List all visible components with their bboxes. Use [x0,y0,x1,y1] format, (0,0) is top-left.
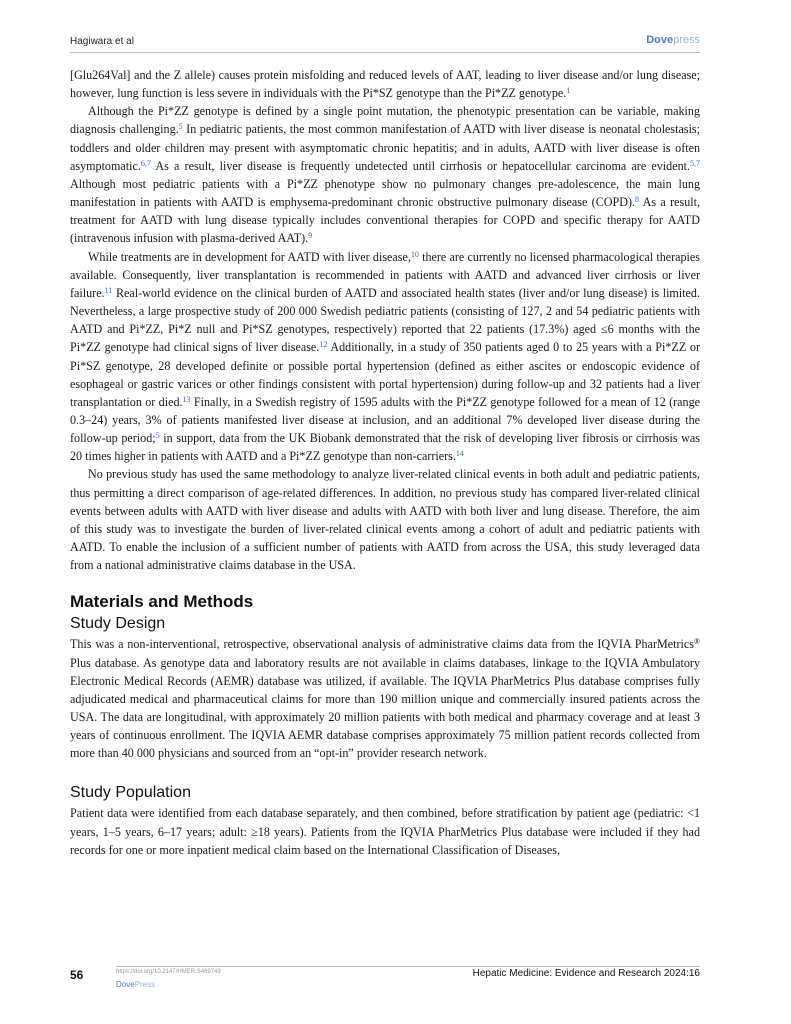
running-header-author: Hagiwara et al [70,36,134,47]
citation-ref[interactable]: 5,7 [690,158,700,168]
publisher-logo[interactable] [646,34,700,46]
paragraph-1 [70,66,700,102]
paragraph-2 [70,102,700,247]
citation-ref[interactable]: 11 [104,285,113,295]
text-run: Plus database. As genotype data and laboratory results are not available in claims databases, linkage to the IQVIA Ambulatory Electronic Medical Records (AEMR) database was utilized, if available. The IQVIA PharMetrics Plus database comprises fully adjudicated medical and pharmaceutical claims for more than 190 million unique and commercially insured patients across the USA. The data are longitudinal, with approximately 20 million patients with both medical and pharmacy coverage and at least 3 years of continuous enrollment. The IQVIA AEMR database comprises approximately 75 million patient records collected from more than 40 000 physicians and sourced from an “opt-in” provider research network. [70,655,700,761]
doi-link[interactable]: https://doi.org/10.2147/HMER.S469749 [116,969,221,975]
citation-ref[interactable]: 6,7 [140,158,151,168]
text-run: This was a non-interventional, retrospective, observational analysis of administrative claims data from the IQVIA PharMetrics [70,637,694,652]
citation-ref[interactable]: 13 [182,394,191,404]
citation-ref[interactable]: 9 [308,231,313,241]
section-heading-methods: Materials and Methods [70,592,254,612]
citation-ref[interactable]: 14 [455,449,464,459]
footer-brand-bold: Dove [116,980,135,989]
text-run: there are currently no licensed pharmacological therapies available. Consequently, liver transplantation is recommended in patients with AATD and advanced liver cirrhosis or liver failure. [70,249,700,300]
text-run: While treatments are in development for AATD with liver disease, [88,249,411,264]
citation-ref[interactable]: 8 [635,195,640,205]
citation-ref[interactable]: 5 [155,431,160,441]
journal-citation: Hepatic Medicine: Evidence and Research 2024:16 [472,968,700,979]
subsection-heading-study-population: Study Population [70,784,191,802]
paragraph-6: Patient data were identified from each database separately, and then combined, before stratification by patient age (pediatric: <1 years, 1–5 years, 6–17 years; adult: ≥18 years). Patients from the IQVIA PharMetrics Plus database were included if they had records for one or more inpatient medical claim based on the International Classification of Diseases, [70,806,700,857]
footer-divider [116,966,700,967]
header-divider [70,52,700,53]
page-number: 56 [70,968,84,982]
article-body [70,66,700,859]
text-run: Although the Pi*ZZ genotype is defined by a single point mutation, the phenotypic presentation can be variable, making diagnosis challenging. [70,104,700,137]
footer-brand-light: Press [134,980,156,989]
text-run: Additionally, in a study of 350 patients aged 0 to 25 years with a Pi*ZZ or Pi*SZ genotype, 28 developed definite or possible portal hypertension (defined as either ascites or endoscopic evidence of esophageal or gastric varices or other findings consistent with portal hypertension) during follow-up and 32 patients had a liver transplantation or died. [70,340,700,409]
text-run: As a result, liver disease is frequently undetected until cirrhosis or hepatocellular carcinoma are evident. [150,158,690,173]
text-run: Finally, in a Swedish registry of 1595 adults with the Pi*ZZ genotype followed for a mean of 12 (range 0.3–24) years, 3% of patients manifested liver disease at inclusion, and an additional 7% developed liver disease during the follow-up period; [70,394,700,446]
footer-publisher-link[interactable] [116,980,155,989]
text-run: Real-world evidence on the clinical burden of AATD and associated health states (liver and/or lung disease) is limited. Nevertheless, a large prospective study of 200 000 Swedish pediatric patients (consisting of 127, 2 and 54 pediatric patients with AATD and Pi*ZZ, Pi*Z null and Pi*SZ genotypes, respectively) reported that 22 patients (17.3%) aged ≤6 months with the Pi*ZZ genotype had clinical signs of liver disease. [70,285,700,355]
citation-ref[interactable]: 10 [410,249,419,259]
registered-mark: ® [693,637,700,647]
citation-ref[interactable]: 5 [178,122,183,132]
text-run: Although most pediatric patients with a Pi*ZZ phenotype show no pulmonary changes pre-adolescence, the main lung manifestation in patients with AATD is emphysema-predominant chronic obstructive pulmonary disease (COPD). [70,176,700,210]
paragraph-4: No previous study has used the same methodology to analyze liver-related clinical events in both adult and pediatric patients, thus permitting a direct comparison of age-related differences. In addition, no previous study has compared liver-related clinical events between adults with AATD with liver disease and adults with AATD with both liver and lung disease. Therefore, the aim of this study was to investigate the burden of liver-related clinical events among a cohort of adult and pediatric patients with AATD. To enable the inclusion of a sufficient number of patients with AATD from across the USA, this study leveraged data from a national administrative claims database in the USA. [70,467,700,573]
text-run: [Glu264Val] and the Z allele) causes protein misfolding and reduced levels of AAT, leading to liver disease and/or lung disease; however, lung function is less severe in individuals with the Pi*SZ genotype than the Pi*ZZ genotype. [70,68,700,101]
text-run: in support, data from the UK Biobank demonstrated that the risk of developing liver fibrosis or cirrhosis was 20 times higher in patients with AATD and a Pi*ZZ genotype than non-carriers. [70,431,700,464]
paragraph-5 [70,635,700,762]
publisher-logo-light: press [673,34,700,46]
paragraph-3 [70,248,700,466]
publisher-logo-bold: Dove [646,34,674,46]
citation-ref[interactable]: 1 [566,86,571,96]
text-run: In pediatric patients, the most common manifestation of AATD with liver disease is neonatal cholestasis; toddlers and older children may present with asymptomatic chronic hepatitis; and in adults, AATD with liver disease is often asymptomatic. [70,122,700,173]
citation-ref[interactable]: 12 [319,340,328,350]
text-run: As a result, treatment for AATD with lung disease typically includes conventional therapies for COPD and specific therapy for AATD (intravenous infusion with plasma-derived AAT). [70,195,701,246]
subsection-heading-study-design: Study Design [70,615,166,633]
